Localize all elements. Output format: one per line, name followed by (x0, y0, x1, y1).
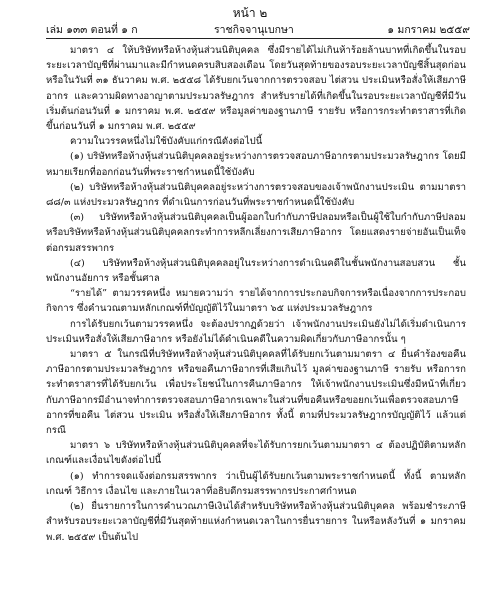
exemption-condition: การได้รับยกเว้นตามวรรคหนึ่ง จะต้องปรากฏด้วยว่า เจ้าพนักงานประเมินยังไม่ได้เริ่มดำเนินการประเมินหรือสั่งให้เสียภาษีอากร หรือยังไม่ได้ดำเนินคดีในความผิดเกี่ยวกับภาษีอากรนั้น ๆ (46, 318, 466, 345)
condition-item-1: (๑) ทำการจดแจ้งต่อกรมสรรพากร ว่าเป็นผู้ได้รับยกเว้นตามพระราชกำหนดนี้ ทั้งนี้ ตามหลักเกณฑ์ วิธีการ เงื่อนไข และภายในเวลาที่อธิบดีกรมสรรพากรประกาศกำหนด (46, 470, 466, 497)
gazette-header (46, 21, 470, 35)
publication-date: ๑ มกราคม ๒๕๕๙ (387, 24, 470, 36)
exception-item-2: (๒) บริษัทหรือห้างหุ้นส่วนนิติบุคคลอยู่ระหว่างการตรวจสอบของเจ้าพนักงานประเมิน ตามมาตรา ๘๘/๓ แห่งประมวลรัษฎากร ที่ดำเนินการก่อนวันที่พระราชกำหนดนี้ใช้บังคับ (46, 181, 466, 209)
page-number: หน้า ๒ (232, 6, 268, 20)
document-body (46, 43, 466, 545)
condition-item-2: (๒) ยื่นรายการในการคำนวณภาษีเงินได้สำหรับบริษัทหรือห้างหุ้นส่วนนิติบุคคล พร้อมชำระภาษีสำหรับรอบระยะเวลาบัญชีที่มีวันสุดท้ายแห่งกำหนดเวลาในการยื่นรายการ ในหรือหลังวันที่ ๑ มกราคม พ.ศ. ๒๕๕๙ เป็นต้นไป (46, 501, 466, 543)
section-5-paragraph: มาตรา ๕ ในกรณีที่บริษัทหรือห้างหุ้นส่วนนิติบุคคลที่ได้รับยกเว้นตามมาตรา ๔ ยื่นคำร้องขอคืนภาษีอากรตามประมวลรัษฎากร หรือขอคืนภาษีอากรที่เสียเกินไว้ มูลค่าของฐานภาษี รายรับ หรือการกระทำตราสารที่ได้รับยกเว้น เพื่อประโยชน์ในการคืนภาษีอากร ให้เจ้าพนักงานประเมินซึ่งมีหน้าที่เกี่ยวกับภาษีอากรมีอำนาจทำการตรวจสอบภาษีอากรเฉพาะในส่วนที่ขอคืนหรือขอยกเว้นเพื่อตรวจสอบภาษีอากรที่ขอคืน ไต่สวน ประเมิน หรือสั่งให้เสียภาษีอากร ทั้งนี้ ตามที่ประมวลรัษฎากรบัญญัติไว้ แล้วแต่กรณี (46, 349, 466, 437)
section-6-paragraph: มาตรา ๖ บริษัทหรือห้างหุ้นส่วนนิติบุคคลที่จะได้รับการยกเว้นตามมาตรา ๔ ต้องปฏิบัติตามหลักเกณฑ์และเงื่อนไขดังต่อไปนี้ (46, 440, 466, 467)
header-divider (46, 38, 470, 39)
section-4-paragraph: มาตรา ๔ ให้บริษัทหรือห้างหุ้นส่วนนิติบุคคล ซึ่งมีรายได้ไม่เกินห้าร้อยล้านบาทที่เกิดขึ้นในรอบระยะเวลาบัญชีที่ผ่านมาและมีกำหนดครบสิบสองเดือน โดยวันสุดท้ายของรอบระยะเวลาบัญชีสิ้นสุดก่อนหรือในวันที่ ๓๑ ธันวาคม พ.ศ. ๒๕๕๘ ได้รับยกเว้นจากการตรวจสอบ ไต่สวน ประเมินหรือสั่งให้เสียภาษีอากร และความผิดทางอาญาตามประมวลรัษฎากร สำหรับรายได้ที่เกิดขึ้นในรอบระยะเวลาบัญชีที่มีวันเริ่มต้นก่อนวันที่ ๑ มกราคม พ.ศ. ๒๕๕๙ หรือมูลค่าของฐานภาษี รายรับ หรือการกระทำตราสารที่เกิดขึ้นก่อนวันที่ ๑ มกราคม พ.ศ. ๒๕๕๙ (46, 45, 466, 133)
exception-item-3: (๓) บริษัทหรือห้างหุ้นส่วนนิติบุคคลเป็นผู้ออกใบกำกับภาษีปลอมหรือเป็นผู้ใช้ใบกำกับภาษีปลอม หรือบริษัทหรือห้างหุ้นส่วนนิติบุคคลกระทำการหลีกเลี่ยงการเสียภาษีอากร โดยแสดงรายจ่ายอันเป็นเท็จต่อกรมสรรพากร (46, 212, 466, 254)
exception-item-1: (๑) บริษัทหรือห้างหุ้นส่วนนิติบุคคลอยู่ระหว่างการตรวจสอบภาษีอากรตามประมวลรัษฎากร โดยมีหมายเรียกที่ออกก่อนวันที่พระราชกำหนดนี้ใช้บังคับ (46, 151, 466, 178)
exception-item-4: (๔) บริษัทหรือห้างหุ้นส่วนนิติบุคคลอยู่ในระหว่างการดำเนินคดีในชั้นพนักงานสอบสวน ชั้นพนักงานอัยการ หรือชั้นศาล (46, 257, 466, 285)
income-definition: “รายได้” ตามวรรคหนึ่ง หมายความว่า รายได้จากการประกอบกิจการหรือเนื่องจากการประกอบกิจการ ซึ่งคำนวณตามหลักเกณฑ์ที่บัญญัติไว้ในมาตรา ๖๕ แห่งประมวลรัษฎากร (46, 288, 466, 315)
gazette-name: ราชกิจจานุเบกษา (214, 24, 294, 36)
exceptions-intro: ความในวรรคหนึ่งไม่ใช้บังคับแก่กรณีดังต่อไปนี้ (70, 136, 263, 148)
volume-issue: เล่ม ๑๓๓ ตอนที่ ๑ ก (46, 24, 138, 36)
